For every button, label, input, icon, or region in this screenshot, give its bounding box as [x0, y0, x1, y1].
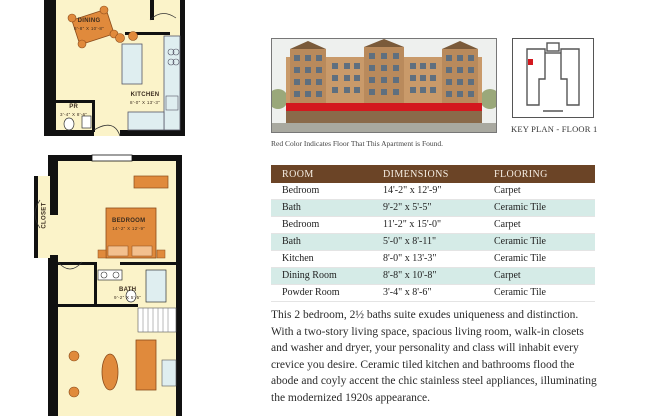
apartment-location-marker — [528, 59, 533, 65]
room-cell: Bedroom — [271, 217, 372, 234]
powder-room-label: PR 3'-4" X 8'-6" — [60, 104, 88, 117]
key-plan-drawing — [513, 39, 593, 117]
dims-cell: 3'-4" x 8'-6" — [372, 285, 483, 302]
table-row — [271, 285, 595, 302]
elevation-caption: Red Color Indicates Floor That This Apartment is Found. — [271, 139, 444, 148]
closet-label: CLOSET — [41, 202, 48, 229]
room-cell: Kitchen — [271, 251, 372, 268]
table-row — [271, 251, 595, 268]
kitchen-label: KITCHEN 8'-0" X 13'-3" — [130, 92, 161, 105]
col-room: ROOM — [271, 165, 372, 183]
room-cell: Dining Room — [271, 268, 372, 285]
dining-label: DINING 8'-8" X 10'-8" — [74, 18, 105, 31]
bath-label: BATH 9'-2" X 5'-5" — [114, 287, 142, 300]
floor-cell: Carpet — [483, 183, 595, 200]
floor-plan-drawing — [0, 0, 260, 416]
building-elevation-drawing — [272, 39, 496, 132]
table-row — [271, 183, 595, 200]
dims-cell: 8'-8" x 10'-8" — [372, 268, 483, 285]
room-cell: Bath — [271, 234, 372, 251]
table-row — [271, 234, 595, 251]
dims-cell: 9'-2" x 5'-5" — [372, 200, 483, 217]
room-cell: Bath — [271, 200, 372, 217]
room-cell: Bedroom — [271, 183, 372, 200]
floor-cell: Ceramic Tile — [483, 200, 595, 217]
dims-cell: 11'-2" x 15'-0" — [372, 217, 483, 234]
apartment-floor-highlight — [286, 103, 482, 111]
room-cell: Powder Room — [271, 285, 372, 302]
floor-cell: Ceramic Tile — [483, 251, 595, 268]
stairs-icon — [138, 308, 176, 332]
dims-cell: 8'-0" x 13'-3" — [372, 251, 483, 268]
col-flooring: FLOORING — [483, 165, 595, 183]
floor-cell: Ceramic Tile — [483, 234, 595, 251]
bed-icon — [106, 208, 156, 258]
table-row — [271, 217, 595, 234]
floor-cell: Ceramic Tile — [483, 285, 595, 302]
bedroom-label: BEDROOM 14'-2" X 12'-9" — [112, 218, 146, 231]
col-dimensions: DIMENSIONS — [372, 165, 483, 183]
floor-cell: Carpet — [483, 217, 595, 234]
key-plan — [512, 38, 594, 118]
table-row — [271, 268, 595, 285]
floor-plan — [0, 0, 260, 416]
key-plan-caption: KEY PLAN - FLOOR 1 — [511, 124, 598, 134]
table-header-row — [271, 165, 595, 183]
description-paragraph: This 2 bedroom, 2½ baths suite exudes uniqueness and distinction. With a two-story living space, spacious living room, walk-in closets and washer and dryer, your personality and class will inhabit every crevice you desire. Ceramic tiled kitchen and bathrooms flood the abode and coyly accent the chic stainless steel appliances, illuminating the modernized 1920s appearance. — [271, 309, 597, 404]
building-elevation — [271, 38, 497, 133]
dims-cell: 5'-0" x 8'-11" — [372, 234, 483, 251]
dims-cell: 14'-2" x 12'-9" — [372, 183, 483, 200]
floor-cell: Carpet — [483, 268, 595, 285]
rooms-table — [271, 165, 595, 302]
table-row — [271, 200, 595, 217]
